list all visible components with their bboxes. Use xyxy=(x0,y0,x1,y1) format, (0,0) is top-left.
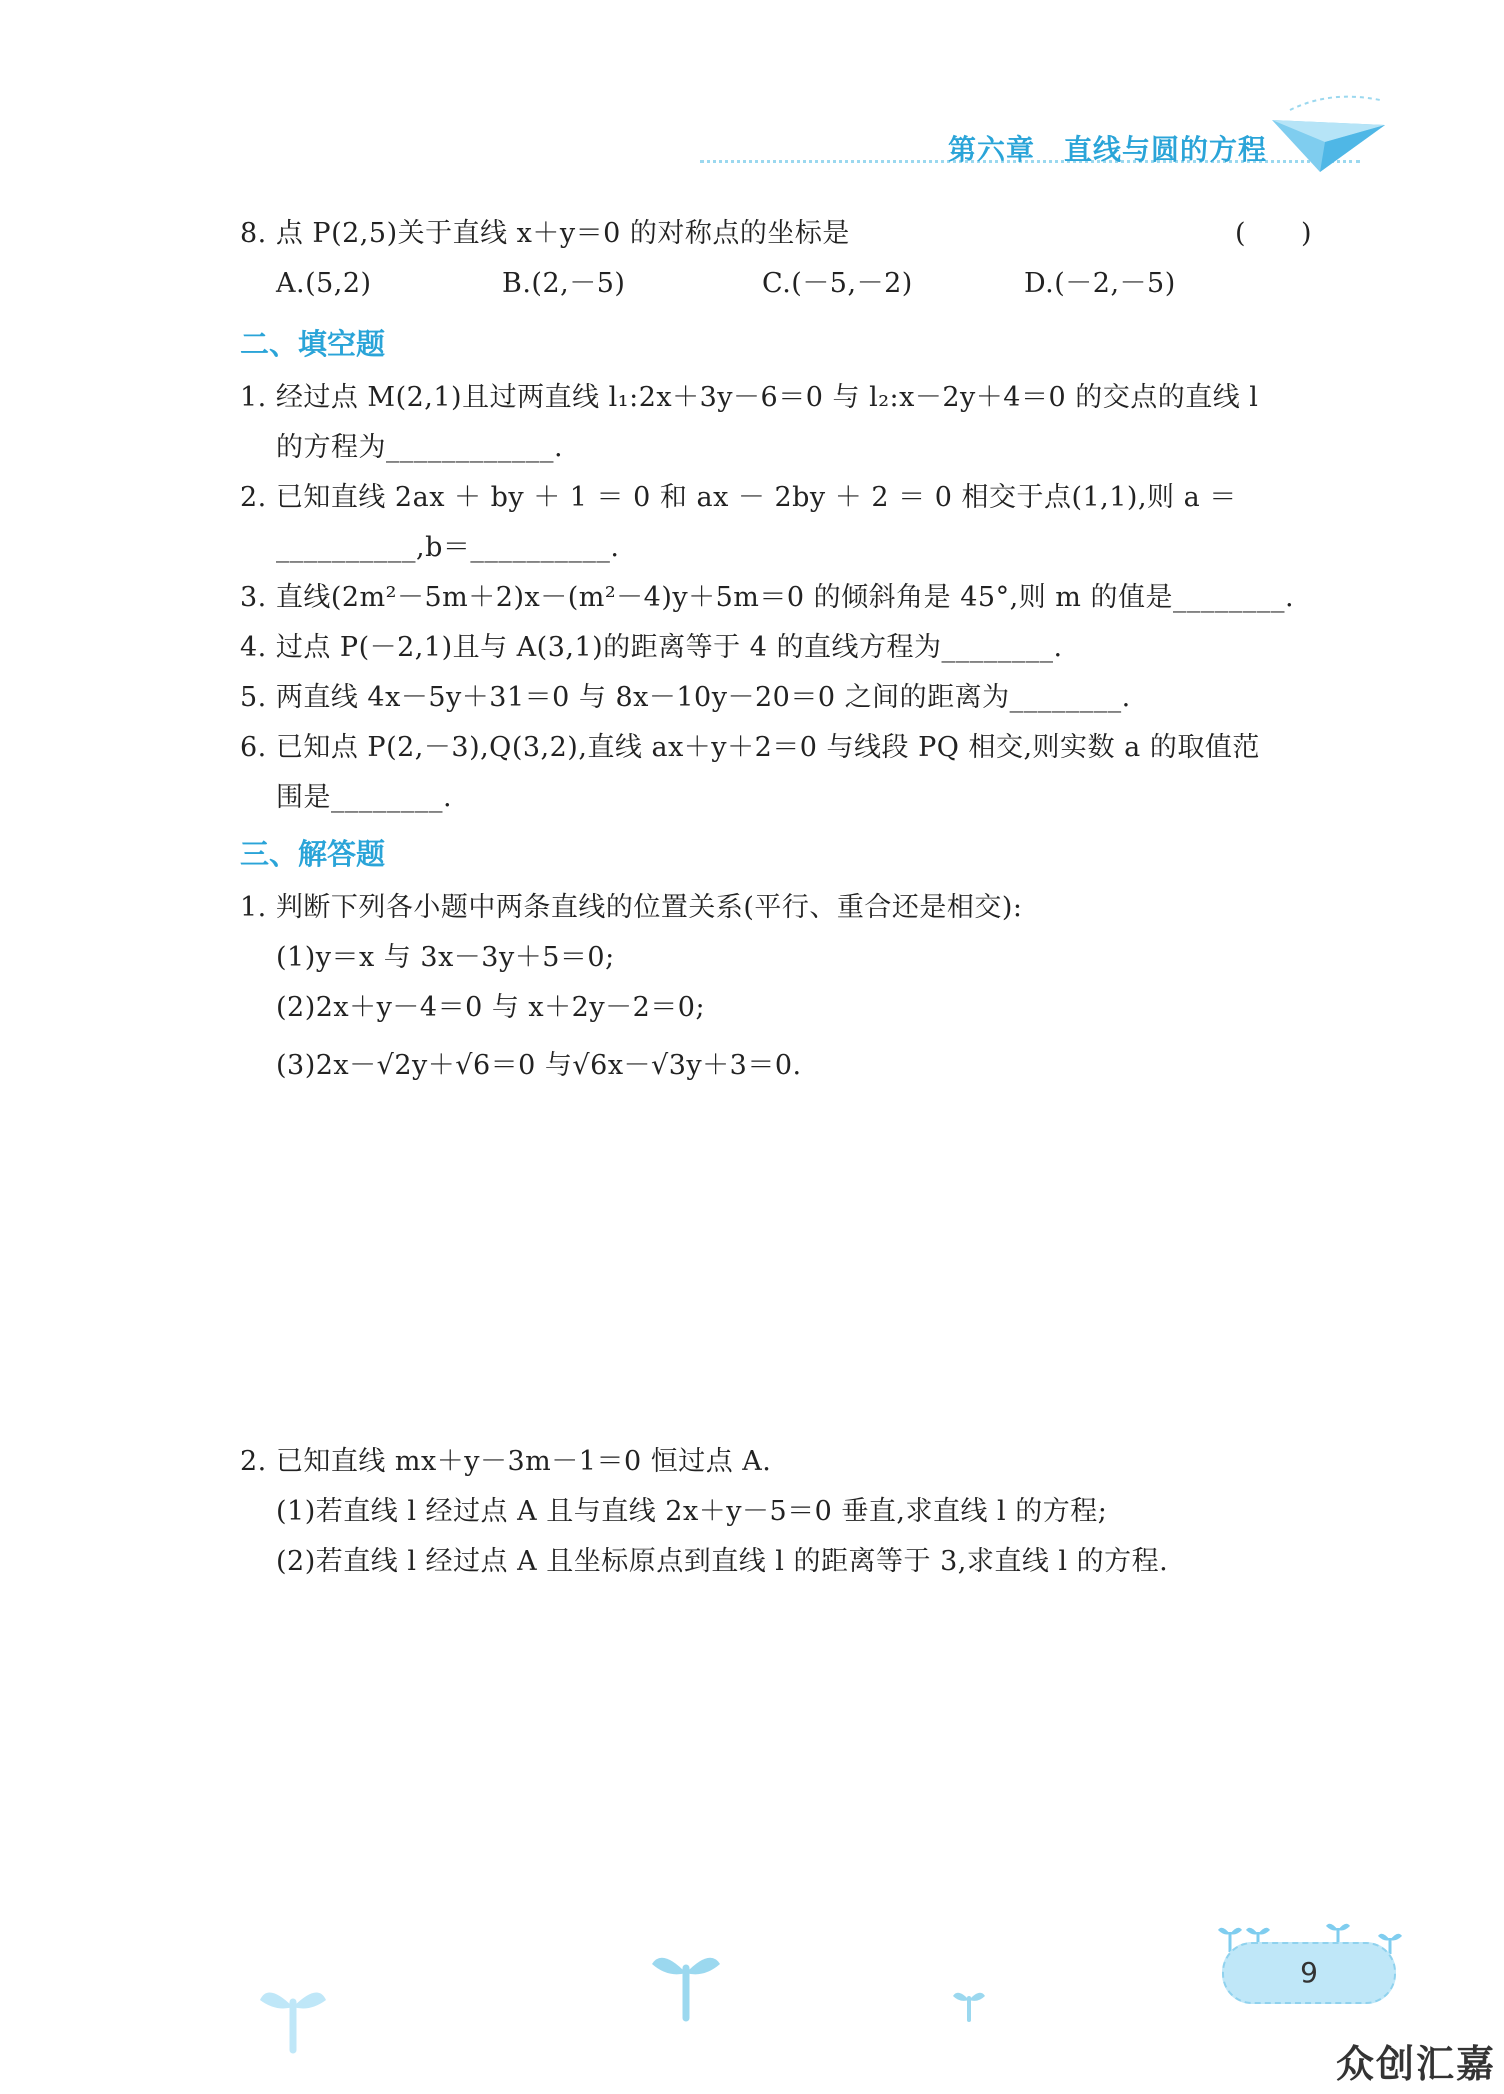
fill-line-3: 2. 已知直线 2ax ＋ by ＋ 1 ＝ 0 和 ax － 2by ＋ 2 ＝ 0 相交于点(1,1),则 a ＝ xyxy=(240,482,1237,513)
question-8-answer-paren: ( ) xyxy=(1235,218,1313,249)
fill-line-1: 1. 经过点 M(2,1)且过两直线 l₁:2x＋3y－6＝0 与 l₂:x－2y＋4＝0 的交点的直线 l xyxy=(240,382,1259,413)
solve-q2-part2: (2)若直线 l 经过点 A 且坐标原点到直线 l 的距离等于 3,求直线 l 的方程. xyxy=(276,1546,1169,1577)
sprout-icon xyxy=(952,1988,986,2022)
question-8: 8. 点 P(2,5)关于直线 x＋y＝0 的对称点的坐标是 xyxy=(240,218,850,249)
solve-q1-stem: 1. 判断下列各小题中两条直线的位置关系(平行、重合还是相交): xyxy=(240,892,1023,923)
sprout-icon xyxy=(258,1982,328,2052)
fill-line-2: 的方程为____________. xyxy=(276,432,564,463)
fill-line-5: 3. 直线(2m²－5m＋2)x－(m²－4)y＋5m＝0 的倾斜角是 45°,则 m 的值是________. xyxy=(240,582,1295,613)
solve-q1-part3: (3)2x－√2y＋√6＝0 与√6x－√3y＋3＝0. xyxy=(276,1050,802,1081)
sprout-icon xyxy=(650,1948,722,2020)
option-c: C.(－5,－2) xyxy=(762,268,913,299)
paper-plane-icon xyxy=(1270,90,1390,180)
chapter-title: 第六章 直线与圆的方程 xyxy=(948,133,1268,166)
fill-line-8: 6. 已知点 P(2,－3),Q(3,2),直线 ax＋y＋2＝0 与线段 PQ 相交,则实数 a 的取值范 xyxy=(240,732,1260,763)
fill-line-9: 围是________. xyxy=(276,782,453,813)
solve-q2-stem: 2. 已知直线 mx＋y－3m－1＝0 恒过点 A. xyxy=(240,1446,772,1477)
watermark-text: 众创汇嘉 xyxy=(1335,2042,1496,2086)
solve-q2-part1: (1)若直线 l 经过点 A 且与直线 2x＋y－5＝0 垂直,求直线 l 的方程; xyxy=(276,1496,1108,1527)
fill-line-7: 5. 两直线 4x－5y＋31＝0 与 8x－10y－20＝0 之间的距离为________. xyxy=(240,682,1131,713)
page-number: 9 xyxy=(1300,1956,1318,1989)
option-d: D.(－2,－5) xyxy=(1024,268,1176,299)
solve-q1-part1: (1)y＝x 与 3x－3y＋5＝0; xyxy=(276,942,615,973)
section-heading-solve: 三、解答题 xyxy=(240,837,386,871)
solve-q1-part2: (2)2x＋y－4＝0 与 x＋2y－2＝0; xyxy=(276,992,706,1023)
section-heading-fill-in: 二、填空题 xyxy=(240,327,386,361)
option-a: A.(5,2) xyxy=(276,268,372,299)
page-number-badge xyxy=(1222,1942,1396,2004)
fill-line-4: __________,b＝__________. xyxy=(276,532,620,563)
fill-line-6: 4. 过点 P(－2,1)且与 A(3,1)的距离等于 4 的直线方程为________. xyxy=(240,632,1063,663)
option-b: B.(2,－5) xyxy=(502,268,626,299)
